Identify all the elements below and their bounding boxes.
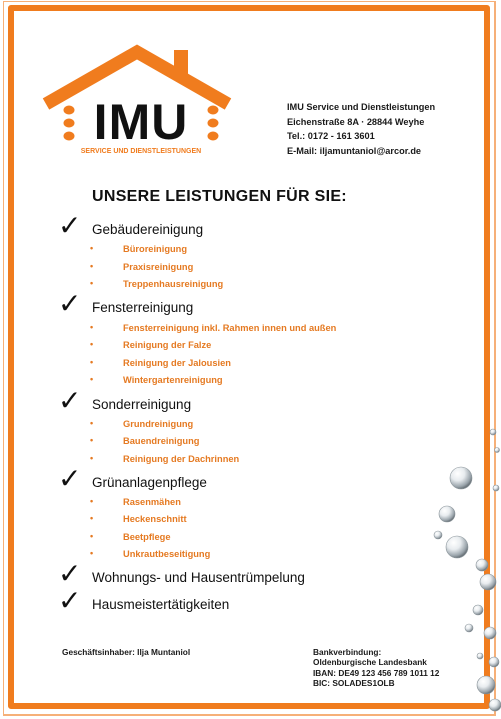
bullet-icon: •: [90, 496, 94, 506]
bullet-icon: •: [90, 548, 94, 558]
bullet-icon: •: [90, 261, 94, 271]
services-heading: UNSERE LEISTUNGEN FÜR SIE:: [92, 188, 347, 205]
check-mark-icon: ✓: [58, 557, 82, 590]
company-address: Eichenstraße 8A · 28844 Weyhe: [287, 116, 425, 127]
bullet-icon: •: [90, 513, 94, 523]
section-title: Hausmeistertätigkeiten: [92, 597, 230, 612]
company-name: IMU Service und Dienstleistungen: [287, 102, 436, 112]
bullet-icon: •: [90, 374, 94, 384]
check-mark-icon: ✓: [58, 462, 82, 495]
check-mark-icon: ✓: [58, 209, 82, 242]
owner-info: Geschäftsinhaber: Ilja Muntaniol: [62, 647, 191, 657]
bullet-icon: •: [90, 278, 94, 288]
check-mark-icon: ✓: [58, 287, 82, 320]
house-logo-icon: [42, 44, 232, 164]
bullet-icon: •: [90, 243, 94, 253]
logo-tagline: SERVICE UND DIENSTLEISTUNGEN: [80, 148, 202, 155]
bank-name: Oldenburgische Landesbank: [313, 657, 427, 668]
section-title: Grünanlagenpflege: [92, 475, 207, 490]
bank-label: Bankverbindung:: [313, 647, 382, 657]
bullet-icon: •: [90, 339, 94, 349]
section-title: Wohnungs- und Hausentrümpelung: [92, 570, 305, 585]
check-mark-icon: ✓: [58, 584, 82, 617]
bullet-icon: •: [90, 357, 94, 367]
bullet-icon: •: [90, 435, 94, 445]
logo-letters: IMU: [93, 94, 189, 150]
company-email: E-Mail: iljamuntaniol@arcor.de: [287, 145, 422, 156]
company-logo: [42, 44, 232, 164]
company-phone: Tel.: 0172 - 161 3601: [287, 131, 375, 141]
section-title: Fensterreinigung: [92, 300, 194, 315]
contact-block: [287, 100, 435, 158]
section-title: Gebäudereinigung: [92, 222, 204, 237]
bullet-icon: •: [90, 418, 94, 428]
bullet-icon: •: [90, 453, 94, 463]
bank-iban: IBAN: DE49 123 456 789 1011 12: [313, 667, 440, 678]
bullet-icon: •: [90, 322, 94, 332]
bank-bic: BIC: SOLADES1OLB: [313, 678, 395, 689]
check-mark-icon: ✓: [58, 384, 82, 417]
water-bubbles-decoration: [420, 410, 501, 719]
bullet-icon: •: [90, 531, 94, 541]
section-title: Sonderreinigung: [92, 397, 192, 412]
